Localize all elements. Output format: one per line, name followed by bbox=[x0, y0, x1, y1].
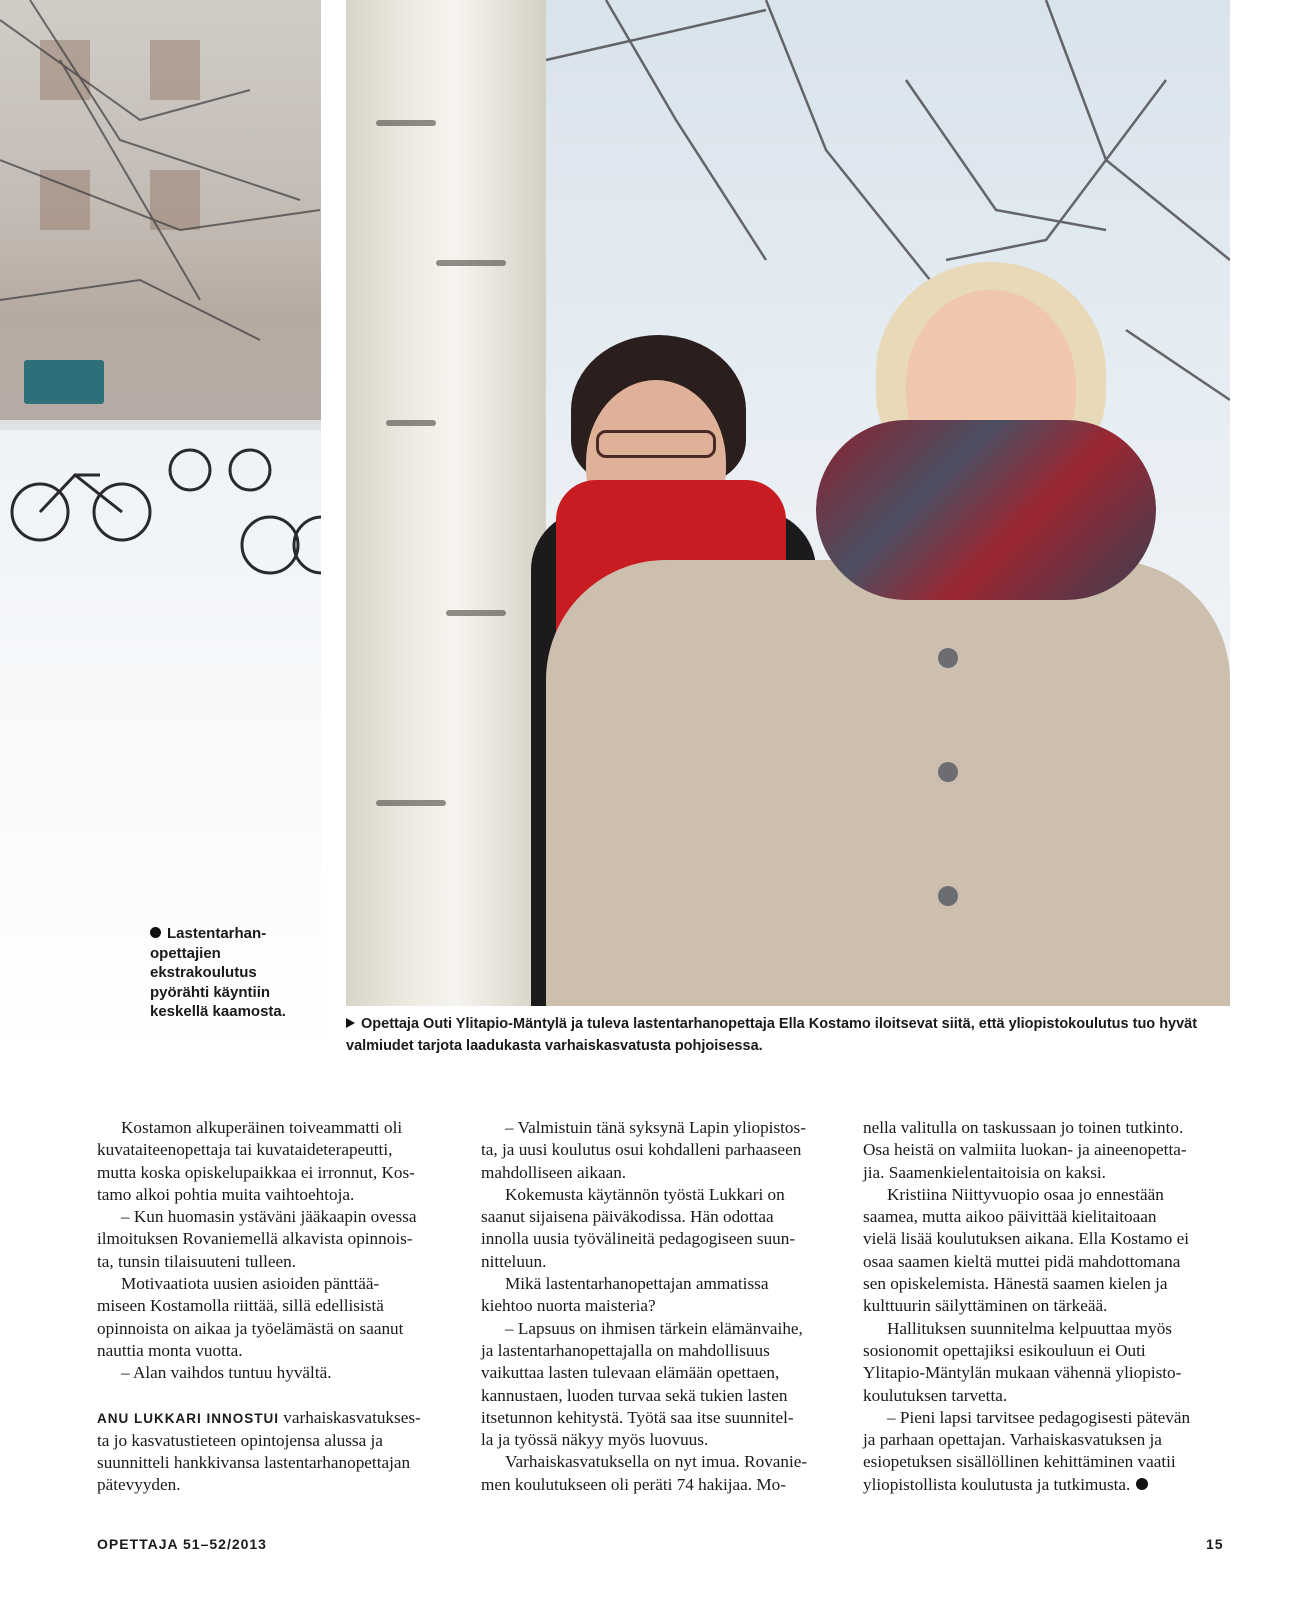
text-line: Kristiina Niittyvuopio osaa jo ennestään bbox=[887, 1184, 1164, 1204]
text-line: – Alan vaihdos tuntuu hyvältä. bbox=[121, 1363, 332, 1383]
photo-person-left-glasses bbox=[596, 430, 716, 458]
text-line: ja parhaan opettajan. Varhaiskasvatuksen ja bbox=[863, 1430, 1162, 1450]
text-line: vaikuttaa lasten tulevaan elämään opettaen, bbox=[481, 1363, 780, 1383]
text-line: suunnitteli hankkivansa lastentarhanopettajan bbox=[97, 1453, 411, 1473]
paragraph bbox=[481, 1273, 842, 1318]
text-line: pätevyyden. bbox=[97, 1475, 181, 1495]
text-line: ta, ja uusi koulutus osui kohdalleni parhaaseen bbox=[481, 1140, 802, 1160]
text-line: Osa heistä on valmiita luokan- ja aineenopetta- bbox=[863, 1140, 1187, 1160]
text-line: kiehtoo nuorta maisteria? bbox=[481, 1296, 656, 1316]
text-line: itsetunnon kehitystä. Työtä saa itse suunnitel- bbox=[481, 1407, 794, 1427]
coat-button bbox=[938, 762, 958, 782]
paragraph bbox=[863, 1407, 1228, 1496]
paragraph bbox=[863, 1184, 1228, 1318]
lead-in-caps: ANU LUKKARI INNOSTUI bbox=[97, 1410, 279, 1426]
text-line: osaa saamen kieltä muttei pidä mahdottomana bbox=[863, 1251, 1181, 1271]
text-line: – Lapsuus on ihmisen tärkein elämänvaihe, bbox=[505, 1318, 803, 1338]
text-line: vielä lisää koulutuksen aikana. Ella Kostamo ei bbox=[863, 1229, 1189, 1249]
text-line: nauttia monta vuotta. bbox=[97, 1340, 243, 1360]
coat-button bbox=[938, 648, 958, 668]
trunk-mark bbox=[446, 610, 506, 616]
paragraph bbox=[481, 1451, 842, 1496]
footer-page-number: 15 bbox=[1206, 1536, 1224, 1552]
footer-publication: OPETTAJA 51–52/2013 bbox=[97, 1536, 267, 1552]
text-line: – Kun huomasin ystäväni jääkaapin ovessa bbox=[121, 1207, 417, 1227]
text-line: kulttuurin säilyttäminen on tärkeää. bbox=[863, 1296, 1108, 1316]
text-line: – Valmistuin tänä syksynä Lapin yliopistos- bbox=[505, 1118, 806, 1137]
text-line: mahdolliseen aikaan. bbox=[481, 1162, 627, 1182]
text-line: koulutuksen tarvetta. bbox=[863, 1385, 1008, 1405]
text-line: sosionomit opettajiksi esikouluun ei Outi bbox=[863, 1340, 1146, 1360]
text-line: Mikä lastentarhanopettajan ammatissa bbox=[505, 1274, 769, 1294]
triangle-pointer-icon bbox=[346, 1018, 355, 1028]
paragraph bbox=[481, 1318, 842, 1452]
paragraph bbox=[863, 1117, 1228, 1184]
text-line: tamo alkoi pohtia muita vaihtoehtoja. bbox=[97, 1184, 355, 1204]
caption-main bbox=[346, 1013, 1226, 1057]
text-line: opinnoista on aikaa ja työelämästä on saanut bbox=[97, 1318, 404, 1338]
text-line: jia. Saamenkielentaitoisia on kaksi. bbox=[863, 1162, 1106, 1182]
trunk-mark bbox=[386, 420, 436, 426]
text-line: yliopistollista koulutusta ja tutkimusta. bbox=[863, 1474, 1131, 1494]
text-line: kannustaen, luoden turvaa sekä tukien lasten bbox=[481, 1385, 788, 1405]
text-line: sen opiskelemista. Hänestä saamen kielen ja bbox=[863, 1274, 1168, 1294]
text-line: nitteluun. bbox=[481, 1251, 547, 1271]
trunk-mark bbox=[376, 800, 446, 806]
text-line: Kokemusta käytännön työstä Lukkari on bbox=[505, 1184, 785, 1204]
end-mark-dot-icon bbox=[1136, 1478, 1148, 1490]
photo-birch-trunk bbox=[346, 0, 546, 1006]
paragraph bbox=[97, 1117, 459, 1206]
text-line: Varhaiskasvatuksella on nyt imua. Rovanie- bbox=[505, 1452, 808, 1472]
text-line: ta jo kasvatustieteen opintojensa alussa ja bbox=[97, 1430, 383, 1450]
trunk-mark bbox=[376, 120, 436, 126]
paragraph bbox=[97, 1362, 459, 1384]
text-line: nella valitulla on taskussaan jo toinen tutkinto. bbox=[863, 1118, 1184, 1137]
text-line: saanut sijaisena päiväkodissa. Hän odottaa bbox=[481, 1207, 774, 1227]
text-line: mutta koska opiskelupaikkaa ei irronnut, Kos- bbox=[97, 1162, 415, 1182]
caption-left-line: pyörähti käyntiin bbox=[150, 983, 271, 1001]
text-line: Motivaatiota uusien asioiden pänttää- bbox=[121, 1274, 380, 1294]
body-column-3 bbox=[863, 1117, 1228, 1496]
text-line: miseen Kostamolla riittää, sillä edellisistä bbox=[97, 1296, 384, 1316]
text-line: Kostamon alkuperäinen toiveammatti oli bbox=[121, 1118, 403, 1137]
paragraph bbox=[97, 1206, 459, 1273]
caption-left-line: opettajien bbox=[150, 944, 221, 962]
caption-left-line: Lastentarhan- bbox=[167, 925, 267, 942]
text-line: esiopetuksen sisällöllinen kehittäminen vaatii bbox=[863, 1452, 1176, 1472]
text-line: kuvataiteenopettaja tai kuvataideterapeutti, bbox=[97, 1140, 393, 1160]
text-line: men koulutukseen oli peräti 74 hakijaa. Mo- bbox=[481, 1474, 787, 1494]
photo-snowy-campus bbox=[0, 0, 321, 1053]
bullet-dot-icon bbox=[150, 927, 161, 938]
caption-left-line: keskellä kaamosta. bbox=[150, 1003, 286, 1020]
paragraph bbox=[481, 1117, 842, 1184]
caption-left bbox=[150, 924, 310, 1022]
paragraph bbox=[97, 1273, 459, 1362]
text-line: la ja työssä näkyy myös luovuus. bbox=[481, 1430, 709, 1450]
caption-main-text: Opettaja Outi Ylitapio-Mäntylä ja tuleva lastentarhanopettaja Ella Kostamo iloitsevat siitä, että yliopistokoulutus tuo hyvät valmiudet tarjota laadukasta varhaiskasvatusta pohjoisessa. bbox=[346, 1016, 1198, 1054]
photo-two-teachers bbox=[346, 0, 1230, 1006]
text-line: ja lastentarhanopettajalla on mahdollisuus bbox=[481, 1340, 770, 1360]
paragraph bbox=[481, 1184, 842, 1273]
text-line: innolla uusia työvälineitä pedagogiseen suun- bbox=[481, 1229, 796, 1249]
trunk-mark bbox=[436, 260, 506, 266]
photo-person-right-scarf bbox=[816, 420, 1156, 600]
photo-branches-bicycles bbox=[0, 0, 321, 1053]
text-line: – Pieni lapsi tarvitsee pedagogisesti pätevän bbox=[887, 1407, 1191, 1427]
paragraph bbox=[863, 1318, 1228, 1407]
paragraph bbox=[97, 1407, 459, 1497]
body-column-1 bbox=[97, 1117, 459, 1497]
text-line: ilmoituksen Rovaniemellä alkavista opinnois- bbox=[97, 1229, 413, 1249]
text-line: saamea, mutta aikoo päivittää kielitaitoaan bbox=[863, 1207, 1157, 1227]
coat-button bbox=[938, 886, 958, 906]
text-line: ta, tunsin tilaisuuteni tulleen. bbox=[97, 1251, 297, 1271]
caption-left-line: ekstrakoulutus bbox=[150, 964, 257, 981]
text-line: varhaiskasvatukses- bbox=[279, 1407, 421, 1427]
text-line: Hallituksen suunnitelma kelpuuttaa myös bbox=[887, 1318, 1172, 1338]
text-line: Ylitapio-Mäntylän mukaan vähennä yliopisto- bbox=[863, 1363, 1182, 1383]
photo-person-right-coat bbox=[546, 560, 1230, 1006]
body-column-2 bbox=[481, 1117, 842, 1496]
